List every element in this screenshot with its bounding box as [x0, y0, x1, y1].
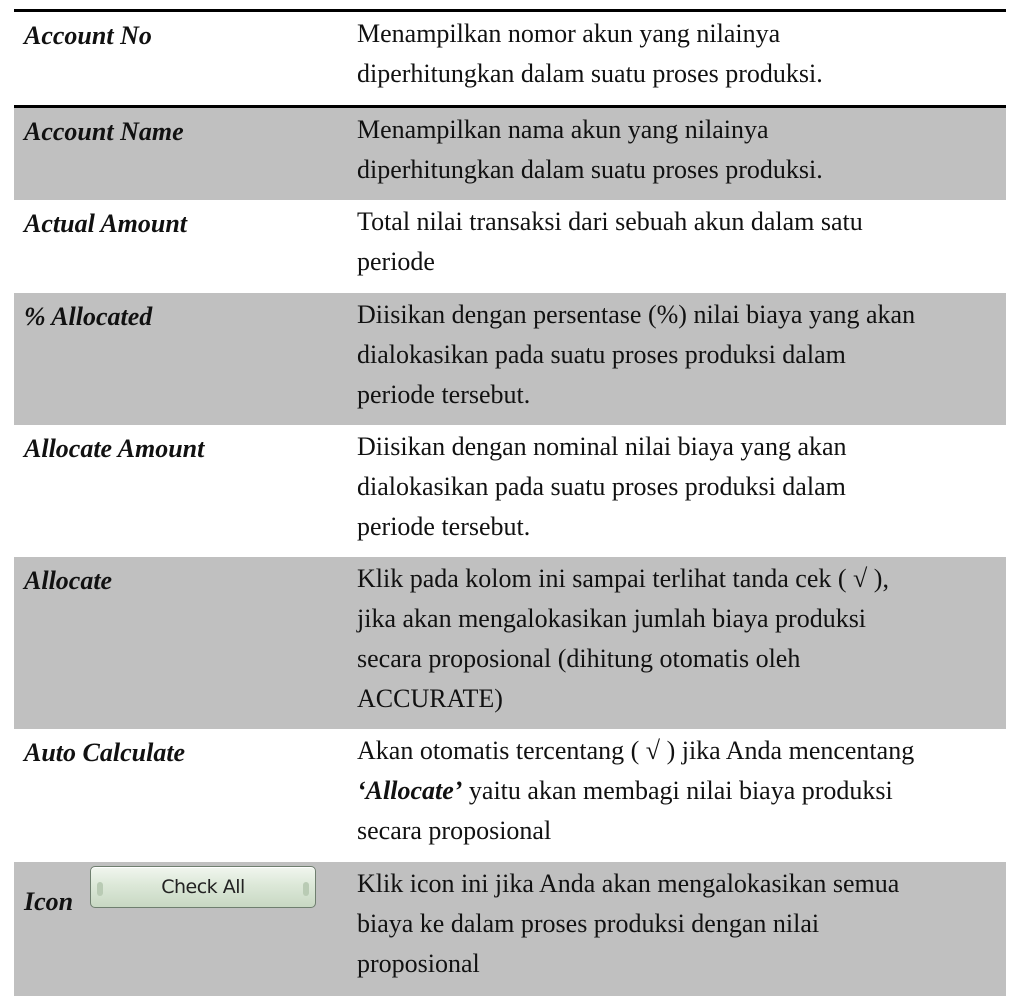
check-all-button[interactable] — [90, 866, 316, 908]
button-grip-right — [303, 882, 309, 896]
description-line: periode tersebut. — [357, 512, 531, 541]
description-line: Menampilkan nomor akun yang nilainya — [357, 19, 781, 48]
description-line: Diisikan dengan persentase (%) nilai biaya yang akan — [357, 300, 916, 329]
description-line: dialokasikan pada suatu proses produksi dalam — [357, 472, 846, 501]
description-line: Klik pada kolom ini sampai terlihat tanda cek ( √ ), — [357, 564, 889, 593]
description-line: periode — [357, 247, 435, 276]
description-line: proposional — [357, 949, 480, 978]
description-text: yaitu akan membagi nilai biaya produksi — [462, 776, 893, 805]
description — [357, 295, 1002, 415]
description — [357, 14, 1002, 94]
description-line: Akan otomatis tercentang ( √ ) jika Anda mencentang — [357, 736, 915, 765]
allocate-emphasis: ‘Allocate’ — [357, 776, 463, 805]
description-line: dialokasikan pada suatu proses produksi dalam — [357, 340, 846, 369]
description-line: jika akan mengalokasikan jumlah biaya produksi — [357, 604, 867, 633]
term-actual-amount: Actual Amount — [24, 209, 188, 238]
description — [357, 559, 1002, 719]
term-icon: Icon — [24, 887, 74, 916]
description-line: diperhitungkan dalam suatu proses produksi. — [357, 59, 823, 88]
table-row — [14, 293, 1006, 425]
description — [357, 731, 1002, 851]
table-row — [14, 729, 1006, 862]
description — [357, 110, 1002, 190]
definition-table — [14, 9, 1006, 996]
description-line: Diisikan dengan nominal nilai biaya yang akan — [357, 432, 847, 461]
description-line: ACCURATE) — [357, 684, 503, 713]
description-line: secara proposional (dihitung otomatis oleh — [357, 644, 801, 673]
term-allocate-amount: Allocate Amount — [24, 434, 205, 463]
term-account-no: Account No — [24, 21, 152, 50]
table-row — [14, 862, 1006, 996]
description-line: Total nilai transaksi dari sebuah akun dalam satu — [357, 207, 863, 236]
term-allocate: Allocate — [24, 566, 113, 595]
table-row — [14, 105, 1006, 200]
description-line: diperhitungkan dalam suatu proses produksi. — [357, 155, 823, 184]
description — [357, 864, 1002, 984]
table-row — [14, 12, 1006, 105]
description-line: Klik icon ini jika Anda akan mengalokasikan semua — [357, 869, 900, 898]
description — [357, 427, 1002, 547]
term-account-name: Account Name — [24, 117, 184, 146]
description-line: biaya ke dalam proses produksi dengan nilai — [357, 909, 820, 938]
description-line: periode tersebut. — [357, 380, 531, 409]
check-all-label: Check All — [161, 876, 245, 898]
description-line: Menampilkan nama akun yang nilainya — [357, 115, 769, 144]
table-row — [14, 557, 1006, 729]
table-row — [14, 425, 1006, 557]
term-auto-calculate: Auto Calculate — [24, 738, 186, 767]
term-percent-allocated: % Allocated — [24, 302, 153, 331]
description — [357, 202, 1002, 282]
description-line: secara proposional — [357, 816, 552, 845]
description-line — [357, 771, 1002, 811]
table-row — [14, 200, 1006, 293]
button-grip-left — [97, 882, 103, 896]
